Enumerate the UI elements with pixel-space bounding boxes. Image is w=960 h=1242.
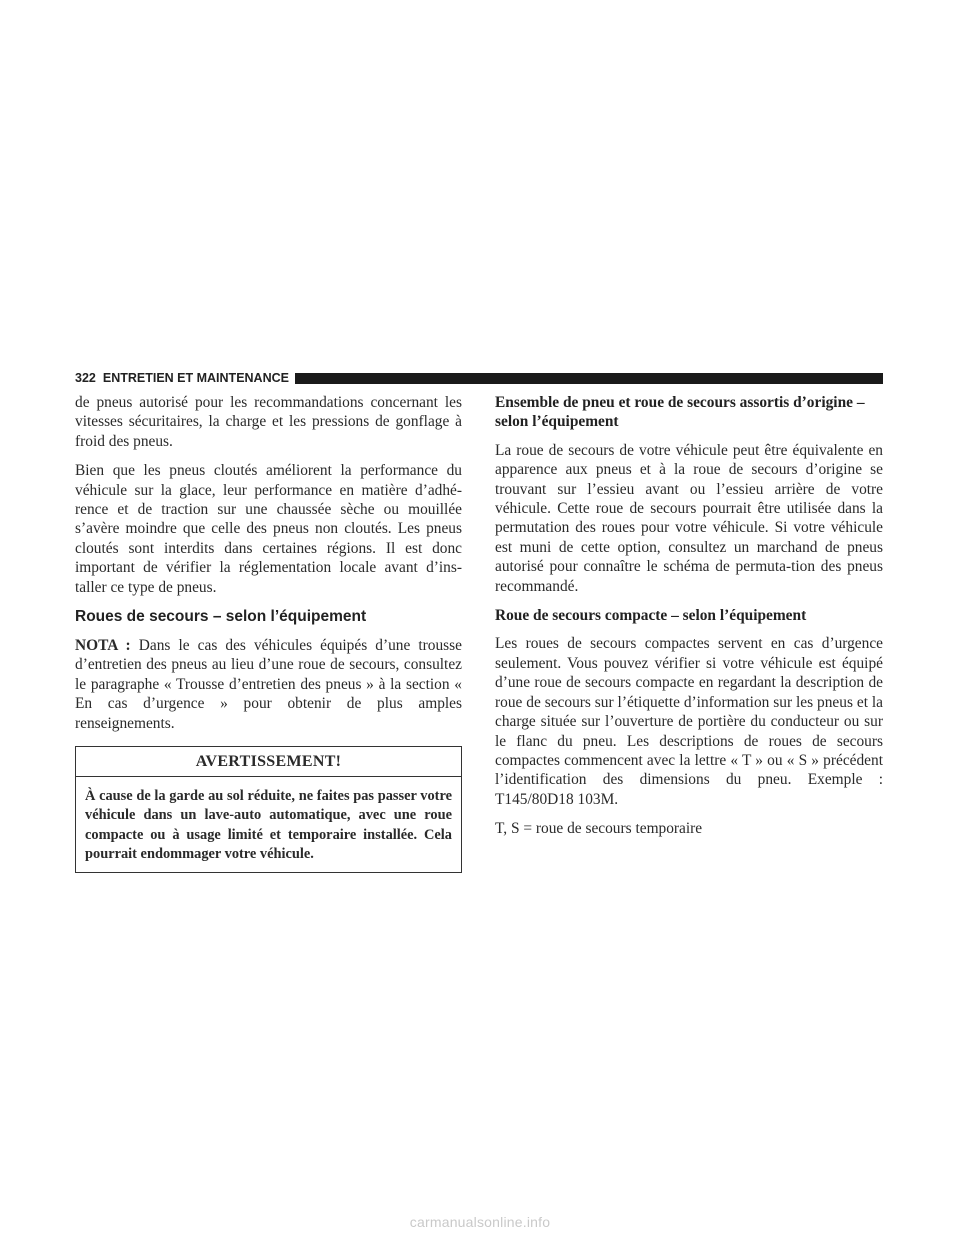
page-header — [75, 370, 883, 386]
note-paragraph — [75, 636, 462, 733]
warning-box — [75, 746, 462, 873]
note-text: Dans le cas des véhicules équipés d’une trousse d’entretien des pneus au lieu d’une roue de secours, consultez le paragraphe « Trousse d’entretien des pneus » à la section « En cas d’urgence » pour obtenir de plus amples renseignements. — [75, 637, 462, 732]
heading-spare-wheels: Roues de secours – selon l’équipement — [75, 608, 367, 626]
page-number: 322 — [75, 371, 96, 385]
warning-title: AVERTISSEMENT! — [76, 747, 461, 776]
heading-matching-spare: Ensemble de pneu et roue de secours assortis d’origine – selon l’équipement — [495, 394, 865, 431]
paragraph-matching-spare: La roue de secours de votre véhicule peut être équivalente en apparence aux pneus et à la roue de secours d’origine se trouvant sur l’essieu avant ou l’essieu arrière de votre véhicule. Cette roue de secours pourrait être utilisée dans la permutation des roues pour votre véhicule. Si votre véhicule est muni de cette option, consultez un marchand de pneus autorisé pour connaître le schéma de permuta-tion des pneus recommandé. — [495, 441, 883, 595]
note-label: NOTA : — [75, 637, 131, 655]
paragraph-temporary-spare: T, S = roue de secours temporaire — [495, 820, 703, 838]
paragraph-compact-spare: Les roues de secours compactes servent en cas d’urgence seulement. Vous pouvez vérifier si votre véhicule est équipé d’une roue de secours compacte en regardant la description de roue de secours sur l’étiquette d’information sur les pneus et la charge située sur l’ouverture de portière du conducteur ou sur le flanc du pneu. Les descriptions de roues de secours compactes commencent avec la lettre « T » ou « S » précédent l’identification des dimensions du pneu. Exemple : T145/80D18 103M. — [495, 635, 883, 808]
paragraph-speed-load: de pneus autorisé pour les recommandations concernant les vitesses sécuritaires, la charge et les pressions de gonflage à froid des pneus. — [75, 394, 462, 450]
paragraph-studded-tires: Bien que les pneus cloutés améliorent la performance du véhicule sur la glace, leur performance en matière d’adhé-rence et de traction sur une chaussée sèche ou mouillée s’avère moindre que celle des pneus non cloutés. Les pneus cloutés sont interdits dans certaines régions. Il est donc important de vérifier la réglementation locale avant d’ins-taller ce type de pneus. — [75, 462, 462, 596]
header-rule — [295, 373, 883, 384]
heading-compact-spare: Roue de secours compacte – selon l’équipement — [495, 607, 807, 625]
section-title: ENTRETIEN ET MAINTENANCE — [102, 371, 289, 385]
left-column — [75, 393, 462, 873]
right-column — [495, 393, 883, 849]
warning-text: À cause de la garde au sol réduite, ne faites pas passer votre véhicule dans un lave-auto automatique, avec une roue compacte ou à usage limité et temporaire installée. Cela pourrait endommager votre véhicule. — [85, 787, 452, 863]
watermark-text: carmanualsonline.info — [409, 1214, 551, 1230]
